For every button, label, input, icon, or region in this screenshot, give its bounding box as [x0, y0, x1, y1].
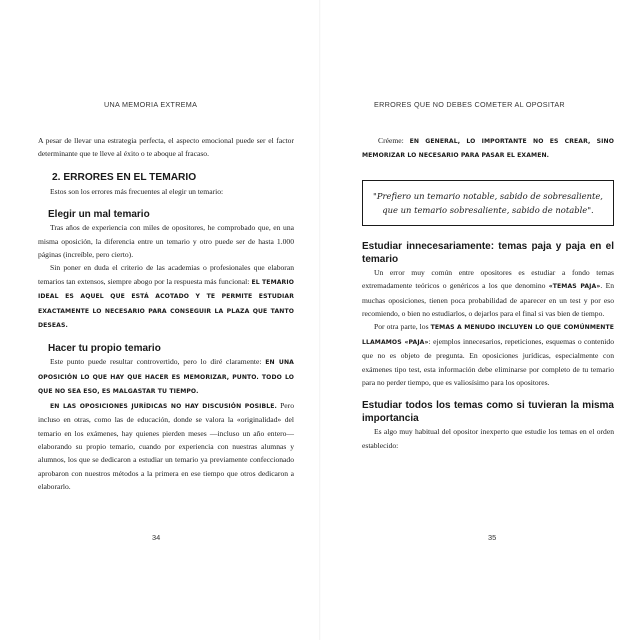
quote-box [362, 180, 614, 226]
intro-paragraph: A pesar de llevar una estrategia perfecta, el aspecto emocional puede ser el factor determinante que te lleve al éxito o te aboque al fracaso. [38, 136, 294, 159]
running-head-left: UNA MEMORIA EXTREMA [104, 100, 198, 109]
paragraph-creeme [362, 134, 614, 163]
pull-quote: "Prefiero un temario notable, sabido de sobresaliente, que un temario sobresaliente, sabido de notable". [373, 190, 603, 215]
emphasis-temario-ideal: EL TEMARIO IDEAL ES AQUEL QUE ESTÁ ACOTADO Y TE PERMITE ESTUDIAR EXACTAMENTE LO NECESARIO PARA CONSEGUIR LA PLAZA QUE TANTO DESEAS. [38, 278, 294, 330]
paragraph-inexperto: Es algo muy habitual del opositor inexperto que estudie los temas en el orden establecido: [362, 427, 614, 450]
right-page [320, 0, 640, 640]
paragraph-controvertido-text: Este punto puede resultar controvertido, pero lo diré claramente: [50, 357, 266, 367]
subheading-temas-paja: Estudiar innecesariamente: temas paja y paja en el temario [362, 240, 614, 265]
page-number-right: 35 [488, 533, 497, 542]
paragraph-juridicas-text: Pero incluso en otras, como las de educación, donde se valora la «originalidad» del temario en los exámenes, hay quienes pierden meses —incluso un año entero— elaborando su propio temario, cuando por experiencia con nuestras alumnas y alumnos, los que se dedicaron a estudiar un temario ya previamente confeccionado aprobaron con nuestros métodos a la primera en ese tiempo que otros dedicaron a elaborarlo. [38, 400, 295, 492]
paragraph-criterio [38, 261, 294, 332]
subheading-elegir-mal-temario: Elegir un mal temario [48, 209, 150, 221]
subheading-misma-importancia: Estudiar todos los temas como si tuvieran la misma importancia [362, 400, 614, 425]
subheading-propio-temario: Hacer tu propio temario [48, 343, 161, 355]
paragraph-controvertido [38, 355, 294, 398]
section-intro: Estos son los errores más frecuentes al elegir un temario: [50, 186, 224, 196]
left-page-body [38, 134, 294, 494]
running-head-right: ERRORES QUE NO DEBES COMETER AL OPOSITAR [374, 100, 565, 109]
page-number-left: 34 [152, 533, 161, 542]
emphasis-no-es-crear: EN GENERAL, LO IMPORTANTE NO ES CREAR, SINO MEMORIZAR LO NECESARIO PARA PASAR EL EXAMEN. [362, 138, 614, 160]
paragraph-experience: Tras años de experiencia con miles de opositores, he comprobado que, en una misma oposición, la diferencia entre un temario y otro puede ser de hasta 1.000 páginas (increíble, pero cierto). [38, 223, 294, 260]
emphasis-temas-paja: «TEMAS PAJA» [548, 283, 601, 291]
paragraph-criterio-text: Sin poner en duda el criterio de las academias o profesionales que elaboran temarios tan extensos, siempre abogo por la respuesta más funcional: [38, 263, 294, 286]
paragraph-otra-parte-b: : ejemplos innecesarios, repeticiones, esquemas o contenido que no es objeto de pregunta. En oposiciones jurídicas, especialmente con exámenes tipo test, esta información debe eliminarse por completo de tu temario para no perder tiempo, que es valiosísimo para los opositores. [362, 336, 614, 388]
paragraph-error-comun [362, 266, 614, 321]
paragraph-error-comun-a: Un error muy común entre opositores es estudiar a fondo temas extremadamente teóricos o genéricos a los que denomino [362, 267, 614, 291]
paragraph-error-comun-b: . En muchas oposiciones, tienen poca probabilidad de aparecer en un test y por eso recomiendo, o bien no estudiarlos, o dejarlos para el final si vas bien de tiempo. [362, 281, 614, 319]
emphasis-memorizar: EN UNA OPOSICIÓN LO QUE HAY QUE HACER ES MEMORIZAR, PUNTO. TODO LO QUE NO SEA ESO, ES MALGASTAR TU TIEMPO. [38, 359, 294, 396]
right-page-body [362, 134, 614, 452]
paragraph-juridicas [38, 399, 294, 494]
emphasis-paja: TEMAS A MENUDO INCLUYEN LO QUE COMÚNMENTE LLAMAMOS «PAJA» [362, 324, 614, 346]
section-title: 2. ERRORES EN EL TEMARIO [52, 171, 197, 183]
paragraph-otra-parte [362, 320, 614, 389]
paragraph-creeme-text: Créeme: [378, 136, 410, 145]
emphasis-juridicas: EN LAS OPOSICIONES JURÍDICAS NO HAY DISCUSIÓN POSIBLE. [50, 402, 277, 410]
paragraph-otra-parte-a: Por otra parte, los [374, 322, 431, 332]
